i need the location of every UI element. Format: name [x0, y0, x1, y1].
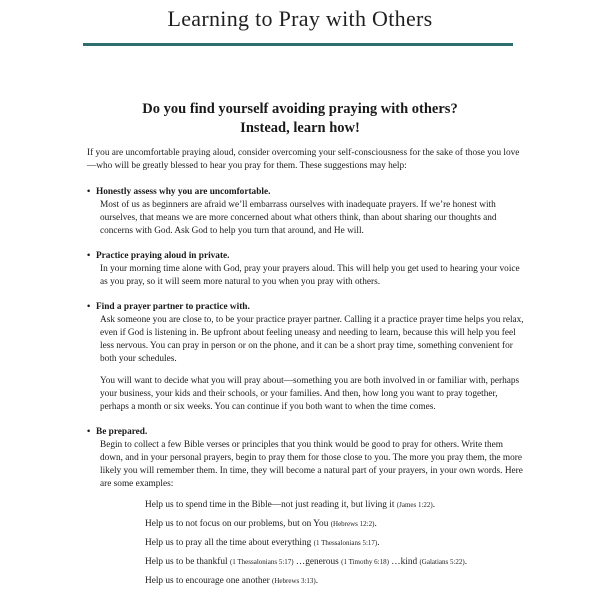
intro-paragraph: If you are uncomfortable praying aloud, consider overcoming your self-consciousness for the sake of those you love—who will be greatly blessed to hear you pray for them. These suggestions may help: — [87, 148, 520, 171]
scripture-reference: (1 Thessalonians 5:17) — [229, 558, 294, 566]
section-heading-text: Be prepared. — [96, 427, 148, 437]
example-end: . — [377, 538, 380, 548]
section-partner — [87, 301, 527, 414]
section-body: Begin to collect a few Bible verses or principles that you think would be good to pray for others. Write them down, and in your personal prayers, begin to pray them for those close to you. The more you pray them, the more likely you will remember them. In time, they will become a natural part of your prayers, in your own words. Here are some examples: — [100, 440, 523, 489]
section-prepared — [87, 426, 527, 588]
scripture-reference: (1 Thessalonians 5:17) — [313, 539, 378, 547]
section-assess — [87, 186, 527, 238]
section-heading-text: Honestly assess why you are uncomfortable. — [96, 187, 271, 197]
headline-line-2: Instead, learn how! — [240, 120, 360, 136]
scripture-reference: (Galatians 5:22) — [419, 558, 465, 566]
example-text: Help us to be thankful — [145, 557, 228, 567]
bullet-icon: • — [87, 427, 91, 437]
page-title: Learning to Pray with Others — [167, 6, 433, 31]
section-heading-text: Find a prayer partner to practice with. — [96, 302, 250, 312]
example-item — [145, 556, 527, 569]
example-text: Help us to pray all the time about everything — [145, 538, 312, 548]
bullet-icon: • — [87, 187, 91, 197]
example-end: . — [374, 519, 377, 529]
examples-list — [87, 499, 527, 588]
example-item — [145, 518, 527, 531]
example-end: . — [432, 500, 436, 510]
example-end: . — [464, 557, 468, 567]
title-divider — [83, 43, 513, 46]
scripture-reference: (1 Timothy 6:18) — [341, 558, 389, 566]
section-body: Ask someone you are close to, to be your practice prayer partner. Calling it a practice prayer time helps you relax, even if God is listening in. Be upfront about feeling uneasy and needing to learn, because this will help you feel less nervous. You can pray in person or on the phone, and it can be a short pray time, something convenient for both your schedules. — [100, 315, 524, 364]
example-item — [145, 537, 527, 550]
headline — [0, 100, 600, 138]
section-heading — [87, 426, 527, 439]
section-heading-text: Practice praying aloud in private. — [96, 251, 230, 261]
scripture-reference: (James 1:22) — [396, 501, 433, 509]
scripture-reference: (Hebrews 12:2) — [330, 520, 375, 528]
section-body: Most of us as beginners are afraid we’ll embarrass ourselves with inadequate prayers. If we’re honest with ourselves, that means we are more concerned about what others think, than about sharing our thoughts and concerns with God. Ask God to help you turn that around, and He will. — [100, 200, 497, 236]
example-end: . — [315, 576, 319, 586]
headline-line-1: Do you find yourself avoiding praying with others? — [142, 101, 458, 117]
example-text: Help us to spend time in the Bible—not just reading it, but living it — [145, 500, 395, 510]
example-text: …generous — [295, 557, 339, 567]
section-practice — [87, 250, 527, 289]
section-heading — [87, 301, 527, 314]
example-text: …kind — [391, 557, 418, 567]
example-item — [145, 499, 527, 512]
section-body: In your morning time alone with God, pray your prayers aloud. This will help you get used to hearing your voice as you pray, so it will seem more natural to you when you pray with others. — [100, 264, 520, 287]
content-body — [87, 147, 527, 600]
example-text: Help us to encourage one another — [145, 576, 270, 586]
scripture-reference: (Hebrews 3:13) — [272, 577, 316, 585]
example-item — [145, 575, 527, 588]
section-heading — [87, 186, 527, 199]
example-text: Help us to not focus on our problems, but on You — [145, 519, 329, 529]
section-heading — [87, 250, 527, 263]
section-body-2: You will want to decide what you will pray about—something you are both involved in or familiar with, perhaps your business, your kids and their schools, or your families. And then, how long you want to pray together, perhaps a month or six weeks. You can continue if you both want to when the time comes. — [100, 376, 520, 412]
bullet-icon: • — [87, 251, 91, 261]
bullet-icon: • — [87, 302, 91, 312]
